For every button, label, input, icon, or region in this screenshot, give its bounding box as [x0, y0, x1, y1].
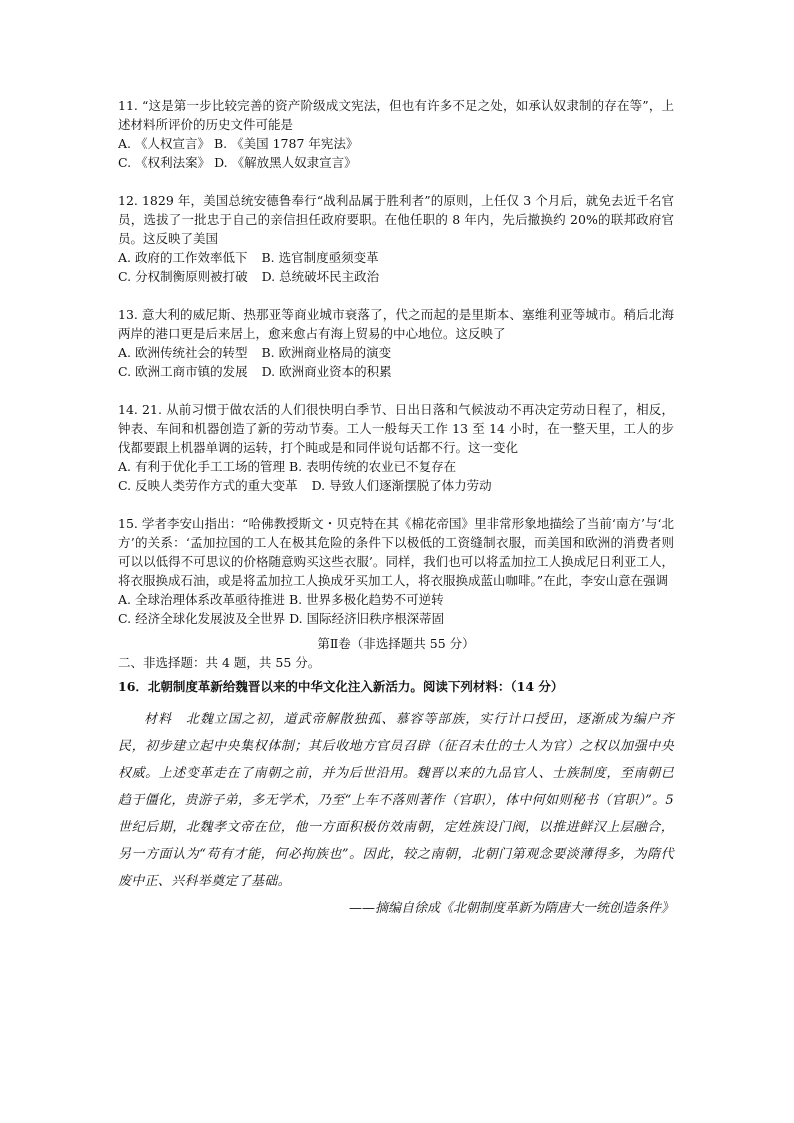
option-c: C. 反映人类劳作方式的重大变革	[118, 478, 298, 493]
question-stem: 15. 学者李安山指出：“哈佛教授斯文・贝克特在其《棉花帝国》里非常形象地描绘了当前‘南方’与‘北方’的关系：‘孟加拉国的工人在极其危险的条件下以极低的工资缝制衣服，而美国和欧洲的消费者则可以以低得不可思议的价格随意购买这些衣服’。同样，我们也可以将孟加拉工人换成尼日利亚工人，将衣服换成石油，或是将孟加拉工人换成牙买加工人，将衣服换成蓝山咖啡。”在此，李安山意在强调	[118, 516, 674, 588]
option-b: B. 表明传统的农业已不复存在	[288, 459, 457, 474]
question-stem: 16．北朝制度革新给魏晋以来的中华文化注入新活力。阅读下列材料：（14 分）	[118, 679, 564, 694]
option-a: A. 全球治理体系改革亟待推进	[118, 592, 285, 607]
option-c: C. 经济全球化发展波及全世界	[118, 611, 286, 626]
part-2-title: 第Ⅱ卷（非选择题共 55 分）	[317, 636, 475, 651]
options	[118, 134, 674, 172]
option-d: D. 导致人们逐渐摆脱了体力劳动	[311, 478, 492, 493]
question-15	[118, 514, 674, 628]
question-16	[118, 677, 674, 922]
option-d: D. 国际经济旧秩序根深蒂固	[289, 611, 445, 626]
option-d: D. 总统破坏民主政治	[261, 269, 380, 284]
option-a: A. 有利于优化手工工场的管理	[118, 459, 285, 474]
option-c: C. 《权利法案》	[118, 155, 211, 170]
option-c: C. 分权制衡原则被打破	[118, 269, 248, 284]
options	[118, 590, 674, 628]
question-stem: 12. 1829 年，美国总统安德鲁奉行“战利品属于胜利者”的原则，上任仅 3 个月后，就免去近千名官员，选拔了一批忠于自己的亲信担任政府要职。在他任职的 8 年内，先后撤换约 20%的联邦政府官员。这反映了美国	[118, 193, 674, 246]
option-b: B. 《美国 1787 年宪法》	[213, 136, 359, 151]
option-a: A. 《人权宣言》	[118, 136, 210, 151]
part-2-subtitle: 二、非选择题：共 4 题，共 55 分。	[118, 655, 321, 670]
material-text: 材料 北魏立国之初，道武帝解散独孤、慕容等部族，实行计口授田，逐渐成为编户齐民，初步建立起中央集权体制；其后收地方官员召辟（征召未仕的士人为官）之权以加强中央权威。上述变革走在了南朝之前，并为后世沿用。魏晋以来的九品官人、士族制度，至南朝已趋于僵化，贵游子弟，多无学术，乃至“上车不落则著作（官职），体中何如则秘书（官职）”。5 世纪后期，北魏孝文帝在位，他一方面积极仿效南朝，定姓族设门阀，以推进鲜汉上层融合，另一方面认为“苟有才能，何必拘族也”。因此，较之南朝，北朝门第观念要淡薄得多，为隋代废中正、兴科举奠定了基础。	[118, 712, 674, 889]
option-b: B. 欧洲商业格局的演变	[261, 345, 392, 360]
exam-page	[118, 96, 674, 922]
question-11	[118, 96, 674, 172]
option-b: B. 世界多极化趋势不可逆转	[288, 592, 444, 607]
option-d: D. 《解放黑人奴隶宣言》	[214, 155, 357, 170]
option-c: C. 欧洲工商市镇的发展	[118, 364, 248, 379]
options	[118, 343, 674, 381]
question-stem: 11. “这是第一步比较完善的资产阶级成文宪法，但也有许多不足之处，如承认奴隶制的存在等”，上述材料所评价的历史文件可能是	[118, 98, 674, 132]
option-d: D. 欧洲商业资本的积累	[261, 364, 392, 379]
material-source: ——摘编自徐成《北朝制度革新为隋唐大一统创造条件》	[348, 901, 674, 916]
option-a: A. 欧洲传统社会的转型	[118, 345, 248, 360]
option-a: A. 政府的工作效率低下	[118, 250, 248, 265]
question-stem: 13. 意大利的威尼斯、热那亚等商业城市衰落了，代之而起的是里斯本、塞维利亚等城市。稍后北海两岸的港口更是后来居上，愈来愈占有海上贸易的中心地位。这反映了	[118, 307, 674, 341]
options	[118, 248, 674, 286]
question-14	[118, 400, 674, 495]
options	[118, 457, 674, 495]
question-stem: 14. 21. 从前习惯于做农活的人们很快明白季节、日出日落和气候波动不再决定劳动日程了，相反，钟表、车间和机器创造了新的劳动节奏。工人一般每天工作 13 至 14 小时，在一整天里，工人的步伐都要跟上机器单调的运转，打个盹或是和同伴说句话都不行。这一变化	[118, 402, 674, 455]
question-13	[118, 305, 674, 381]
option-b: B. 选官制度亟须变革	[261, 250, 379, 265]
question-12	[118, 191, 674, 286]
